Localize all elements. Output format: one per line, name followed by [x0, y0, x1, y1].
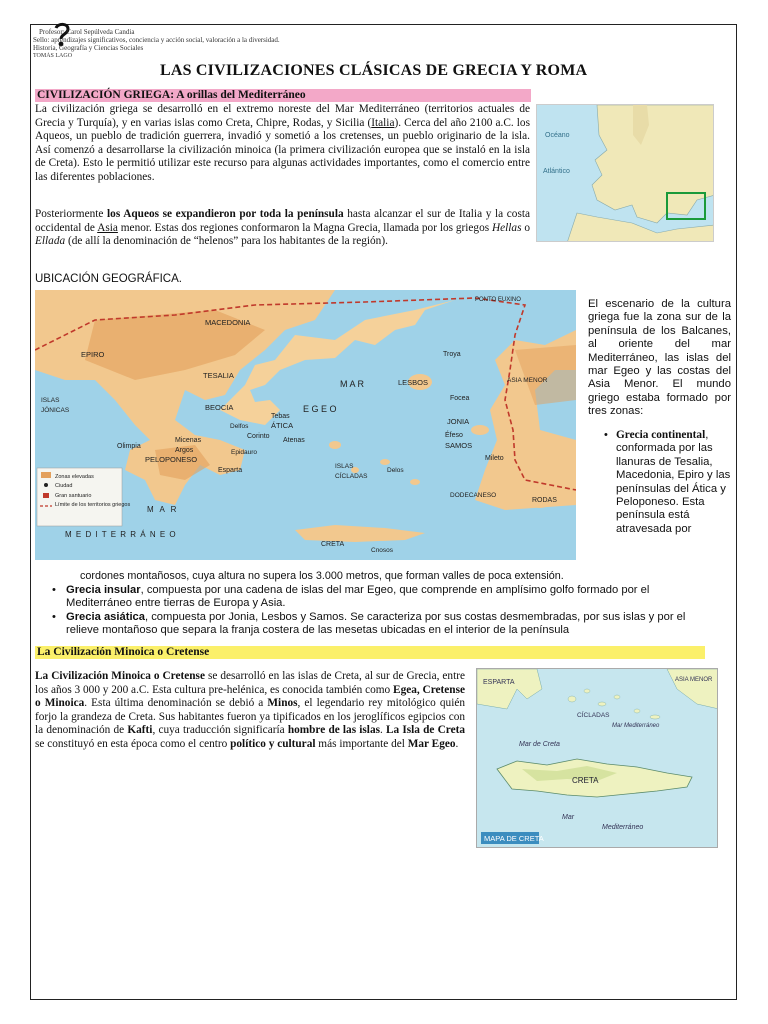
link-italia[interactable]: Italia [371, 116, 395, 129]
map2-mar: M A R [340, 379, 365, 389]
map2-mileto: Mileto [485, 455, 504, 462]
map2-samos: SAMOS [445, 441, 473, 450]
greece-map [35, 290, 576, 560]
legend-gran-santuario: Gran santuario [55, 493, 92, 499]
page-title: LAS CIVILIZACIONES CLÁSICAS DE GRECIA Y ROMA [160, 62, 588, 79]
map2-epiro: EPIRO [81, 350, 105, 359]
section-heading-civilizacion-griega: CIVILIZACIÓN GRIEGA: A orillas del Mediterráneo [35, 89, 531, 102]
map2-atenas: Atenas [283, 437, 305, 444]
header-meta [33, 28, 373, 60]
map3-esparta: ESPARTA [483, 679, 515, 686]
map3-mar: Mar [562, 814, 575, 821]
map2-creta: CRETA [321, 541, 345, 548]
map2-esparta: Esparta [218, 467, 243, 474]
extra-line: TOMÁS LAGO [33, 53, 73, 59]
teacher-line [33, 28, 373, 36]
map2-dodecaneso: DODECANESO [450, 492, 497, 499]
map2-jonia: JONIA [447, 417, 470, 426]
legend-zonas-elevadas: Zonas elevadas [55, 474, 94, 480]
map3-mediterraneo: Mediterráneo [602, 824, 644, 831]
legend-limite: Límite de los territorios griegos [55, 502, 131, 508]
ubicacion-heading: UBICACIÓN GEOGRÁFICA. [35, 273, 182, 285]
sello-line: Sello: aprendizajes significativos, conciencia y acción social, valoración a la diversidad. [33, 36, 280, 44]
map3-cicladas: CÍCLADAS [577, 712, 610, 719]
map2-epidauro: Epidauro [231, 449, 258, 456]
map2-corinto: Corinto [247, 433, 270, 440]
map3-mar-mediterraneo: Mar Mediterráneo [612, 723, 660, 729]
map2-islas-cicladas-2: CÍCLADAS [335, 473, 368, 480]
teacher-name: Carol Sepúlveda Candia [66, 28, 135, 36]
map3-creta: CRETA [572, 776, 599, 785]
map3-mar-de-creta: Mar de Creta [519, 741, 560, 748]
map2-cnosos: Cnosos [371, 547, 394, 554]
map2-focea: Focea [450, 395, 470, 402]
continental-continuation: cordones montañosos, cuya altura no supera los 3.000 metros, que forman valles de poca extensión. [80, 570, 564, 582]
map2-tebas: Tebas [271, 413, 290, 420]
paragraph-intro: La civilización griega se desarrolló en el extremo noreste del Mar Mediterráneo (territorios actuales de Grecia y Turquía), y en varias islas como Creta, Chipre, Rodas, y Sicilia (Italia). Cerca del año 2100 a.C. los Aqueos, un pueblo de tradición guerrera, invadió y sometió a los cretenses, un pueblo originario de la isla. Así comenzó a desarrollarse la civilización minoica (la primera civilización europea que se instaló en la isla de Creta). Esto le permitió utilizar este recurso para algunas actividades importantes, como el comercio entre las diferentes poblaciones. [35, 103, 530, 183]
map2-delos: Delos [387, 467, 404, 474]
map2-peloponeso: PELOPONESO [145, 455, 198, 464]
map2-olimpia: Olimpia [117, 443, 141, 450]
map2-micenas: Micenas [175, 437, 202, 444]
map2-asia-menor: ASIA MENOR [507, 377, 548, 384]
map2-argos: Argos [175, 447, 194, 454]
map2-islas-jonicas-2: JÓNICAS [41, 407, 70, 414]
bullet-grecia-asiatica: • Grecia asiática, compuesta por Jonia, Lesbos y Samos. Se caracteriza por sus costas desmembradas, por sus islas y por el relieve montañoso que separa la franja costera de las mesetas ubicadas en el interior de la península [52, 611, 686, 637]
map2-mediterraneo: M E D I T E R R Á N E O [65, 530, 177, 539]
europe-locator-map [536, 104, 714, 242]
map2-ponto-euxino: PONTO EUXINO [475, 297, 521, 303]
legend-ciudad: Ciudad [55, 483, 73, 489]
link-asia[interactable]: Asia [97, 221, 118, 234]
map2-rodas: RODAS [532, 497, 557, 504]
teacher-label: Profesor: [39, 28, 65, 36]
crete-map [476, 668, 718, 848]
bullet-grecia-insular: • Grecia insular, compuesta por una cadena de islas del mar Egeo, que comprende en amplísimo golfo formado por el Mediterráneo entre tierras de Europa y Asia. [52, 584, 650, 610]
map2-troya: Troya [443, 351, 461, 358]
paragraph-minoica: La Civilización Minoica o Cretense se desarrolló en las islas de Creta, al sur de Grecia, entre los años 3 000 y 200 a.C. Esta cultura pre-helénica, es conocida también como Egea, Cretense o Minoica. Esta última denominación se debió a Minos, el legendario rey mitológico quién forjo la grandeza de Creta. Sus habitantes fueron ya tipificados en los jeroglíficos egipcios con la denominación de Kafti, cuya traducción significaría hombre de las islas. La Isla de Creta se constituyó en esta época como el centro político y cultural más importante del Mar Egeo. [35, 670, 465, 750]
map2-delfos: Delfos [230, 423, 249, 430]
map2-lesbos: LESBOS [398, 378, 429, 387]
map2-islas-cicladas-1: ISLAS [335, 463, 354, 470]
map2-beocia: BEOCIA [205, 403, 234, 412]
map3-caption: MAPA DE CRETA [484, 834, 544, 843]
paragraph-aqueos: Posteriormente los Aqueos se expandieron por toda la península hasta alcanzar el sur de Italia y la costa occidental de Asia menor. Estas dos regiones conformaron la Magna Grecia, llamada por los griegos Hellas o Ellada (de allí la denominación de “helenos” para los habitantes de la región). [35, 208, 531, 248]
side-paragraph-escenario: El escenario de la cultura griega fue la zona sur de la península de los Balcanes, al oriente del mar Mediterráneo, las islas del mar Egeo y las costas del Asia Menor. El mundo griego estaba formado por tres zonas: [588, 298, 731, 418]
map1-label-atlantico: Atlántico [543, 168, 570, 175]
map2-egeo: E G E O [303, 404, 337, 414]
map2-macedonia: MACEDONIA [205, 318, 251, 327]
map2-efeso: Éfeso [445, 432, 463, 439]
map2-islas-jonicas-1: ISLAS [41, 397, 60, 404]
bullet-grecia-continental: • Grecia continental, conformada por las llanuras de Tesalia, Macedonia, Epiro y las penínsulas del Ática y Peloponeso. Esta península está atravesada por [604, 429, 731, 535]
subject-line: Historia, Geografía y Ciencias Sociales [33, 44, 144, 52]
section-heading-minoica: La Civilización Minoica o Cretense [35, 646, 705, 659]
map2-atica: ÁTICA [271, 421, 294, 430]
map2-tesalia: TESALIA [203, 371, 234, 380]
map1-label-oceano: Océano [545, 132, 570, 139]
map2-mar-2: M A R [147, 505, 179, 514]
map3-asia-menor: ASIA MENOR [675, 677, 713, 683]
